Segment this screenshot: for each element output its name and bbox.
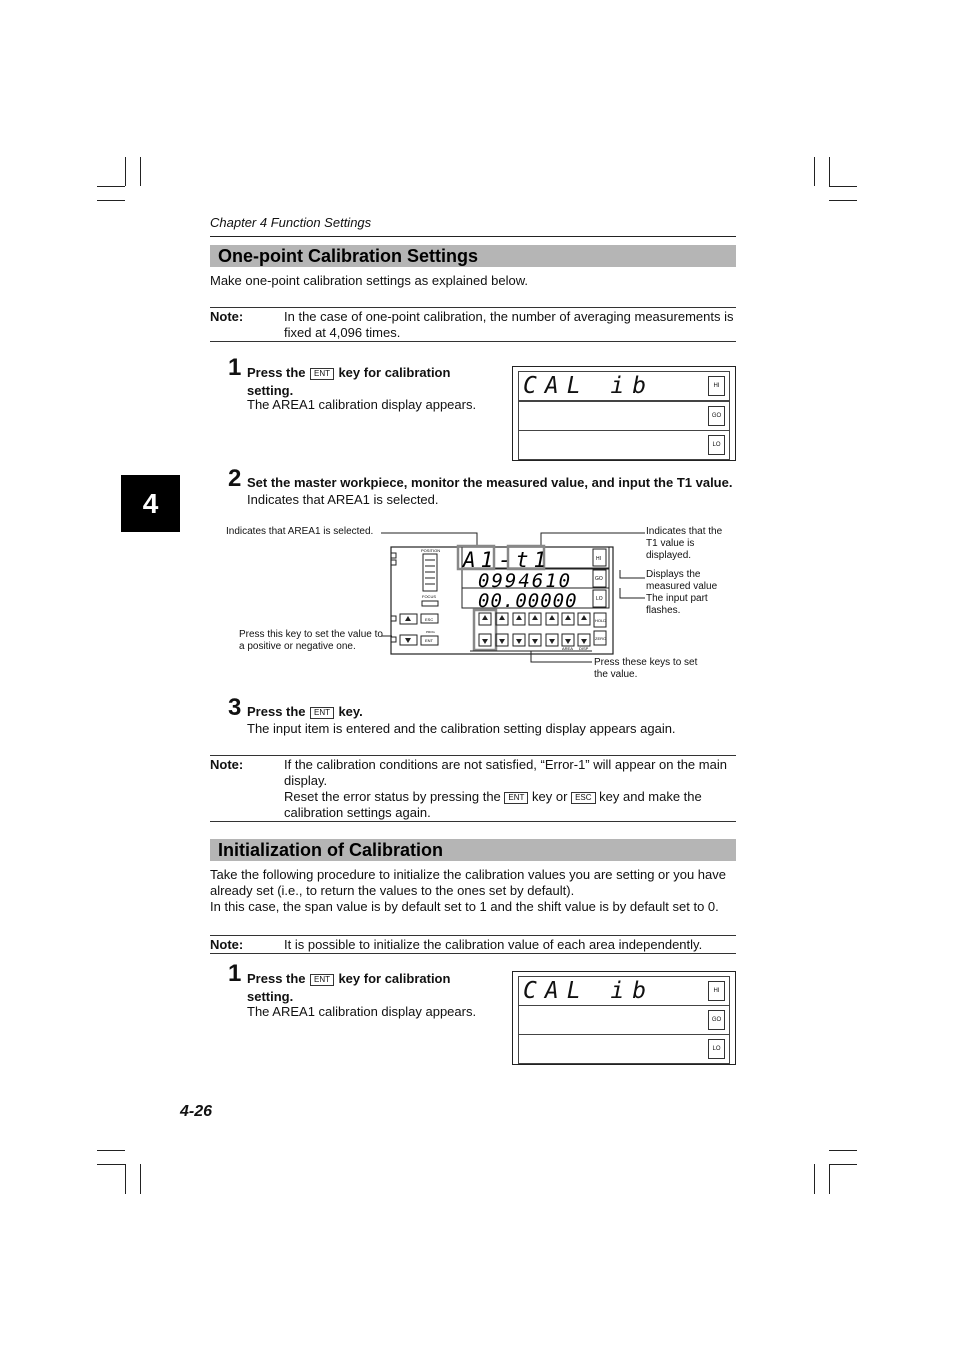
note-label: Note: (210, 937, 244, 952)
chapter-header: Chapter 4 Function Settings (210, 215, 372, 230)
hold-key: HOLD (595, 618, 607, 623)
step-description: Indicates that AREA1 is selected. (247, 492, 439, 507)
hi-indicator: HI (596, 556, 601, 562)
note-rule (210, 755, 736, 756)
step-text: key for calibration setting. (247, 971, 451, 1004)
display-input-text: 00.00000 (478, 590, 578, 612)
esc-key: ESC (425, 617, 434, 622)
hi-indicator: HI (708, 376, 725, 396)
step-instruction: Set the master workpiece, monitor the measured value, and input the T1 value. (247, 475, 733, 490)
step-number: 1 (228, 960, 242, 987)
section-title: One-point Calibration Settings (218, 246, 478, 266)
note-line (284, 789, 736, 821)
step-description: The AREA1 calibration display appears. (247, 1004, 477, 1019)
prog-label: PROG (426, 630, 435, 634)
ent-key-icon: ENT (310, 707, 334, 719)
display-row-3 (518, 1034, 730, 1064)
note-segment: Reset the error status by pressing the (284, 789, 501, 804)
section-paragraph: Take the following procedure to initialize the calibration values you are setting or you have already set (i.e., to return the values to the ones set by default). (210, 867, 726, 898)
note-line: If the calibration conditions are not satisfied, “Error-1” will appear on the main display. (284, 757, 727, 788)
section-intro: Make one-point calibration settings as explained below. (210, 273, 528, 288)
hi-indicator: HI (708, 981, 725, 1001)
display-text: CAL ib (523, 373, 655, 399)
step-number: 3 (228, 694, 242, 721)
section-paragraph: In this case, the span value is by default set to 1 and the shift value is by default set to 0. (210, 899, 719, 914)
step-text: Press the (247, 704, 306, 719)
ent-key-icon: ENT (504, 792, 528, 804)
area-label: AREA (562, 646, 573, 651)
note-label: Note: (210, 757, 244, 772)
note-segment: key and make the calibration settings again. (284, 789, 702, 820)
lo-indicator: LO (708, 1039, 725, 1059)
calibration-display (512, 971, 736, 1065)
callout-sign: Press this key to set the value to a positive or negative one. (239, 629, 383, 652)
ent-key-icon: ENT (310, 368, 334, 380)
esc-key-icon: ESC (571, 792, 595, 804)
display-text: CAL ib (523, 978, 655, 1004)
callout-keys: Press these keys to set the value. (594, 657, 698, 680)
section-title-bar (210, 839, 736, 861)
note-rule (210, 953, 736, 954)
position-label: POSITION (421, 548, 441, 553)
note-text (284, 757, 736, 821)
note-rule (210, 821, 736, 822)
ent-key-icon: ENT (310, 974, 334, 986)
note-text: It is possible to initialize the calibration value of each area independently. (284, 937, 703, 952)
note-segment: key or (532, 789, 568, 804)
display-measured-text: 0994610 (478, 570, 573, 592)
step-description: The AREA1 calibration display appears. (247, 397, 477, 412)
go-indicator: GO (708, 1010, 725, 1030)
step-description: The input item is entered and the calibration setting display appears again. (247, 721, 676, 736)
step-text: Press the (247, 971, 306, 986)
step-number: 1 (228, 354, 242, 381)
note-rule (210, 935, 736, 936)
callout-measured: Displays the measured value (646, 569, 718, 592)
ent-key: ENT (425, 638, 433, 643)
step-instruction (247, 703, 363, 721)
note-label: Note: (210, 309, 244, 324)
focus-label: FOCUS (422, 594, 436, 599)
page-number: 4-26 (180, 1103, 213, 1120)
go-indicator: GO (595, 576, 603, 582)
callout-area: Indicates that AREA1 is selected. (226, 526, 374, 537)
display-area-text: A1-t1 (463, 548, 552, 572)
disp-label: DISP (579, 646, 589, 651)
step-text: key for calibration setting. (247, 365, 451, 398)
step-text: Press the (247, 365, 306, 380)
callout-t1: Indicates that the T1 value is displayed. (646, 526, 723, 561)
step-instruction (247, 970, 497, 1006)
callout-input: The input part flashes. (646, 593, 708, 616)
note-text: In the case of one-point calibration, the number of averaging measurements is fixed at 4,096 times. (284, 309, 734, 340)
chapter-tab: 4 (121, 475, 180, 532)
step-number: 2 (228, 465, 242, 492)
lo-indicator: LO (596, 596, 603, 602)
step-text: key. (338, 704, 363, 719)
display-row-main (518, 976, 730, 1006)
go-indicator: GO (708, 406, 725, 426)
display-row-2 (518, 1005, 730, 1035)
zero-key: ZERO (595, 636, 607, 641)
section-title: Initialization of Calibration (218, 840, 443, 860)
lo-indicator: LO (708, 435, 725, 455)
